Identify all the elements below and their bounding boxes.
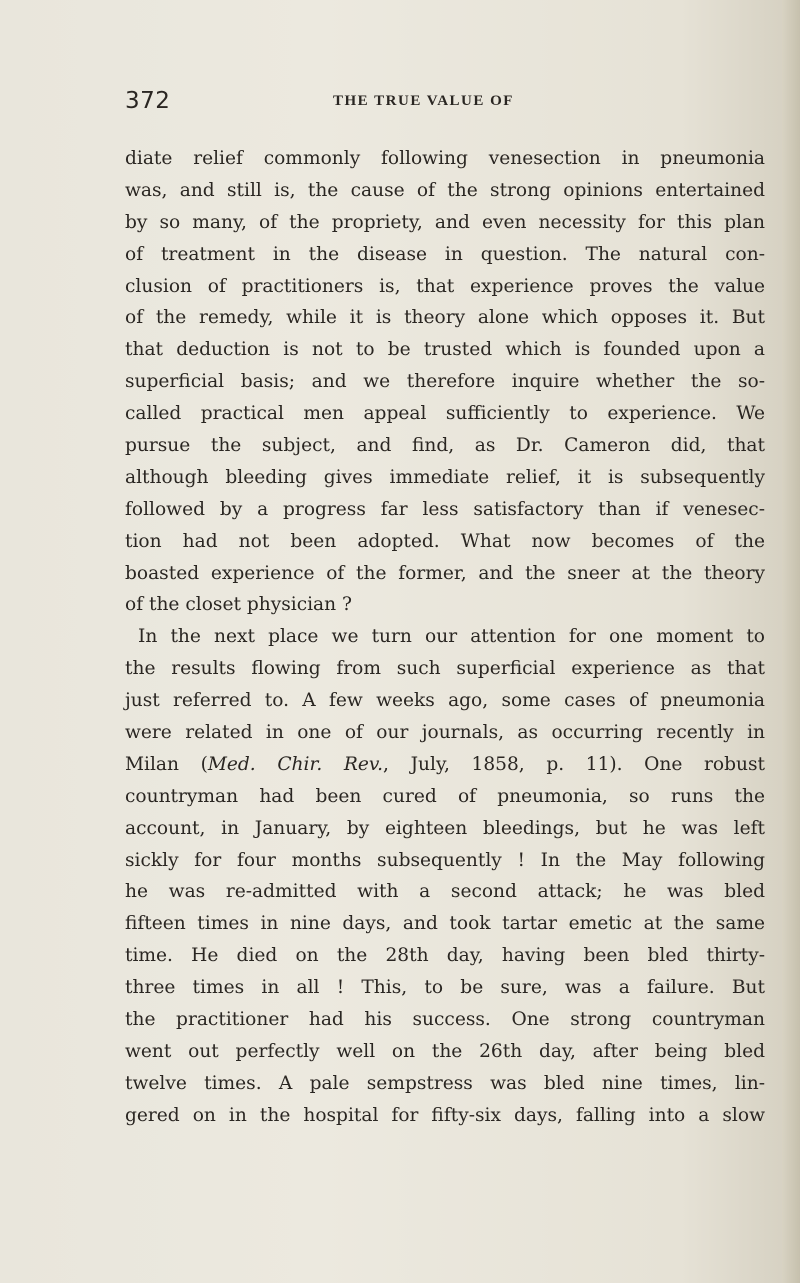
text-line: boasted experience of the former, and the sneer at the theory <box>125 562 765 584</box>
page-number: 372 <box>125 88 171 114</box>
text-line: of the remedy, while it is theory alone which opposes it. But <box>125 307 765 329</box>
text-line: fifteen times in nine days, and took tartar emetic at the same <box>125 913 765 935</box>
running-head: THE TRUE VALUE OF <box>333 93 514 109</box>
text-line: although bleeding gives immediate relief, it is subsequently <box>125 466 765 488</box>
citation-line: Milan (Med. Chir. Rev., July, 1858, p. 11). One robust <box>125 753 765 775</box>
text-line: by so many, of the propriety, and even necessity for this plan <box>125 211 765 233</box>
journal-title: Med. Chir. Rev. <box>207 753 384 775</box>
text-line: gered on in the hospital for fifty-six days, falling into a slow <box>125 1104 765 1126</box>
text-line: superficial basis; and we therefore inquire whether the so- <box>125 371 765 393</box>
text-line: the results flowing from such superficial experience as that <box>125 658 765 680</box>
text-line: three times in all ! This, to be sure, was a failure. But <box>125 977 765 999</box>
text-line: sickly for four months subsequently ! In the May following <box>125 849 765 871</box>
text-line: called practical men appeal sufficiently to experience. We <box>125 403 765 425</box>
text-line: the practitioner had his success. One strong countryman <box>125 1009 765 1031</box>
text-line: went out perfectly well on the 26th day, after being bled <box>125 1040 765 1062</box>
text-line: tion had not been adopted. What now becomes of the <box>125 530 765 552</box>
page-header <box>125 88 765 118</box>
text-line: that deduction is not to be trusted which is founded upon a <box>125 339 765 361</box>
text-line: countryman had been cured of pneumonia, so runs the <box>125 785 765 807</box>
text-line: time. He died on the 28th day, having been bled thirty- <box>125 945 765 967</box>
text-line: he was re-admitted with a second attack; he was bled <box>125 881 765 903</box>
text-line: just referred to. A few weeks ago, some cases of pneumonia <box>125 690 765 712</box>
paragraph-end-line: of the closet physician ? <box>125 594 353 616</box>
text-line: was, and still is, the cause of the strong opinions entertained <box>125 179 765 201</box>
body-text <box>125 143 765 1132</box>
text-line: were related in one of our journals, as occurring recently in <box>125 722 765 744</box>
binding-edge <box>782 0 800 1283</box>
text-line: of treatment in the disease in question. The natural con- <box>125 243 765 265</box>
text-line: clusion of practitioners is, that experience proves the value <box>125 275 765 297</box>
text-line: followed by a progress far less satisfactory than if venesec- <box>125 498 765 520</box>
text-line: account, in January, by eighteen bleedings, but he was left <box>125 817 765 839</box>
paragraph-start-line: In the next place we turn our attention for one moment to <box>138 626 765 648</box>
text-line: twelve times. A pale sempstress was bled nine times, lin- <box>125 1072 765 1094</box>
text-line: diate relief commonly following venesection in pneumonia <box>125 148 765 169</box>
text-line: pursue the subject, and find, as Dr. Cameron did, that <box>125 435 765 457</box>
